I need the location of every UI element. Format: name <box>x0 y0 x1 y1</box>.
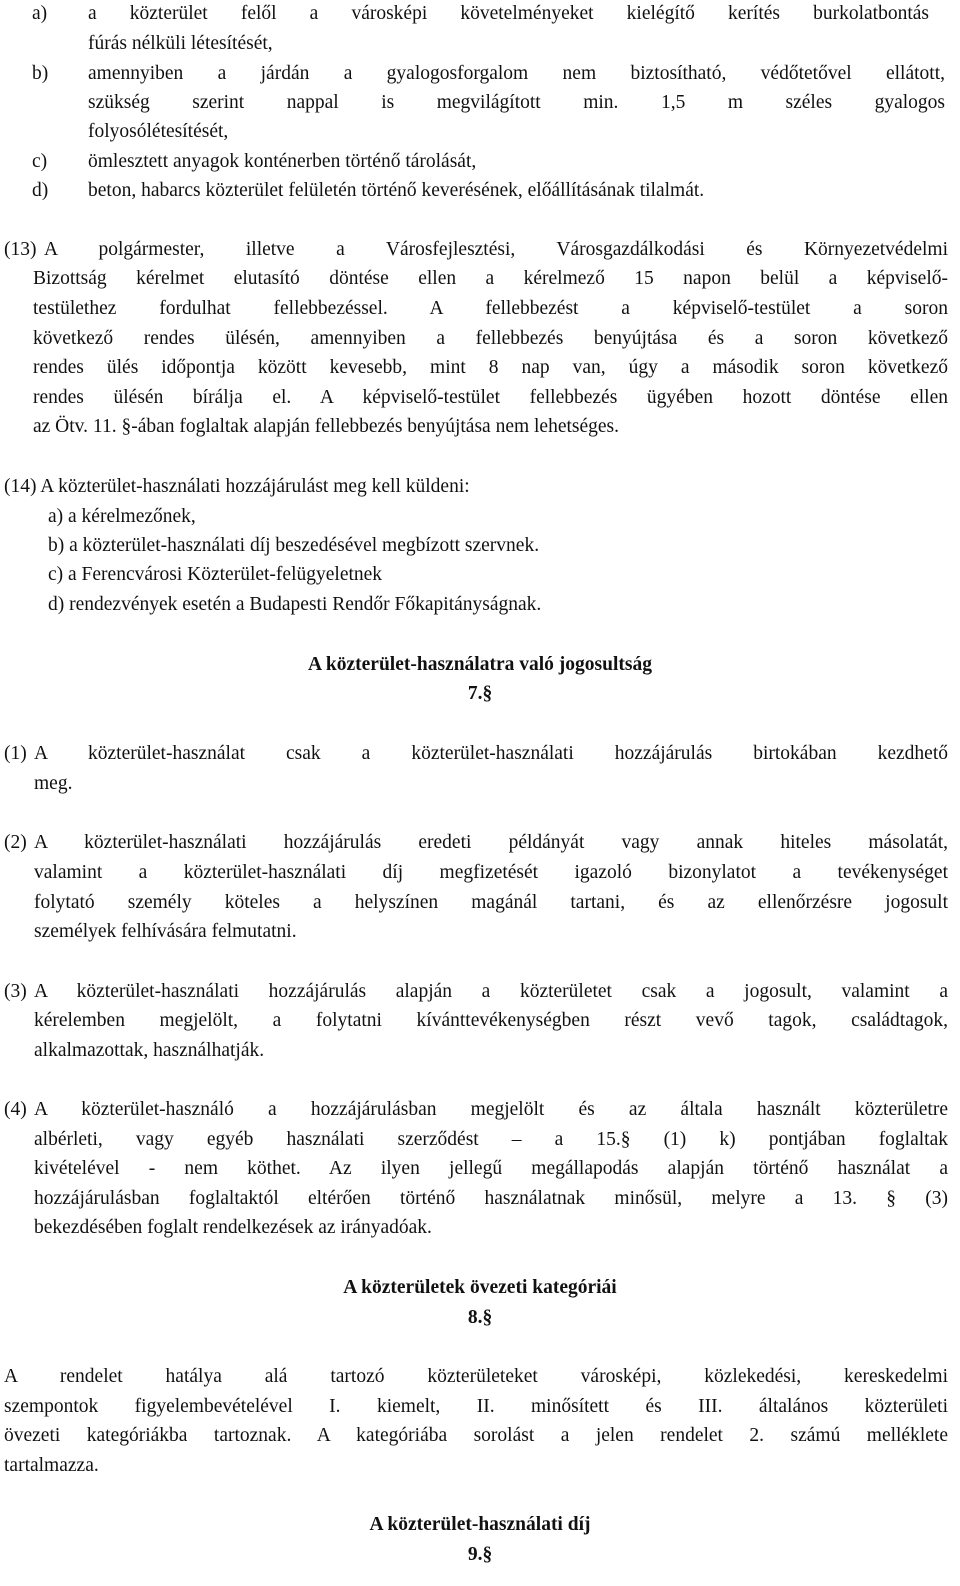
list-item-text: folyosólétesítését, <box>88 121 229 142</box>
section-7-paragraph-2-line-1 <box>0 829 960 857</box>
paragraph-text: kérelemben megjelölt, a folytatni kívánttevékenységben részt vevő tagok, családtagok, <box>34 1010 948 1031</box>
paragraph-14-intro <box>0 473 960 501</box>
paragraph-13-line-4 <box>0 325 960 353</box>
paragraph-13-line-6 <box>0 384 960 412</box>
paragraph-text: tartalmazza. <box>4 1455 99 1476</box>
section-7-paragraph-4-line-5 <box>0 1214 960 1242</box>
paragraph-text: A közterület-használat csak a közterület-használati hozzájárulás birtokában kezdhető <box>34 743 948 764</box>
paragraph-13-line-1 <box>0 236 960 264</box>
paragraph-text: kivételével - nem köthet. Az ilyen jellegű megállapodás alapján történő használat a <box>34 1158 948 1179</box>
list-item-a-line-1 <box>0 0 960 28</box>
section-8-text-line-2 <box>0 1393 960 1421</box>
section-7-paragraph-4-line-3 <box>0 1155 960 1183</box>
list-item-a-line-2 <box>0 30 960 58</box>
paragraph-14-item-d <box>0 591 960 619</box>
paragraph-text: Bizottság kérelmet elutasító döntése ellen a kérelmező 15 napon belül a képviselő- <box>33 268 948 289</box>
section-7-paragraph-2-line-4 <box>0 918 960 946</box>
section-9-title: A közterület-használati díj <box>369 1514 591 1535</box>
paragraph-14-item-b <box>0 532 960 560</box>
paragraph-text: A polgármester, illetve a Városfejlesztési, Városgazdálkodási és Környezetvédelmi <box>44 239 948 260</box>
section-7-paragraph-1-line-2 <box>0 770 960 798</box>
paragraph-text: (14) A közterület-használati hozzájárulást meg kell küldeni: <box>4 476 470 497</box>
section-7-number: 7.§ <box>467 683 493 704</box>
paragraph-text: A közterület-használati hozzájárulás alapján a közterületet csak a jogosult, valamint a <box>34 981 948 1002</box>
list-item-text: b) a közterület-használati díj beszedésével megbízott szervnek. <box>48 535 540 556</box>
section-7-title: A közterület-használatra való jogosultság <box>308 654 652 675</box>
list-item-b-line-2 <box>0 89 960 117</box>
paragraph-text: valamint a közterület-használati díj megfizetését igazoló bizonylatot a tevékenységet <box>34 862 948 883</box>
paragraph-text: övezeti kategóriákba tartoznak. A kategóriába sorolást a jelen rendelet 2. számú melléklete <box>4 1425 948 1446</box>
paragraph-13-line-3 <box>0 295 960 323</box>
list-item-c <box>0 148 960 176</box>
paragraph-text: testülethez fordulhat fellebbezéssel. A fellebbezést a képviselő-testület a soron <box>33 298 948 319</box>
paragraph-label: (13) <box>4 239 37 260</box>
section-8-text-line-3 <box>0 1422 960 1450</box>
paragraph-label: (1) <box>4 743 27 764</box>
section-8-title: A közterületek övezeti kategóriái <box>343 1277 617 1298</box>
paragraph-label: (2) <box>4 832 27 853</box>
list-item-text: szükség szerint nappal is megvilágított min. 1,5 m széles gyalogos <box>88 92 945 113</box>
section-7-paragraph-2-line-3 <box>0 889 960 917</box>
list-item-text: beton, habarcs közterület felületén történő keverésének, előállításának tilalmát. <box>88 180 705 201</box>
section-7-paragraph-4-line-1 <box>0 1096 960 1124</box>
paragraph-text: bekezdésében foglalt rendelkezések az irányadóak. <box>34 1217 432 1238</box>
paragraph-text: A rendelet hatálya alá tartozó közterületeket városképi, közlekedési, kereskedelmi <box>4 1366 948 1387</box>
list-item-text: amennyiben a járdán a gyalogosforgalom nem biztosítható, védőtetővel ellátott, <box>88 63 945 84</box>
paragraph-text: szempontok figyelembevételével I. kiemelt, II. minősített és III. általános közterületi <box>4 1396 948 1417</box>
section-8-number: 8.§ <box>467 1307 493 1328</box>
section-7-paragraph-2-line-2 <box>0 859 960 887</box>
list-item-d <box>0 177 960 205</box>
paragraph-text: hozzájárulásban foglaltaktól eltérően történő használatnak minősül, melyre a 13. § (3) <box>34 1188 948 1209</box>
paragraph-14-item-a <box>0 503 960 531</box>
paragraph-text: rendes ülésén bírálja el. A képviselő-testület fellebbezés ügyében hozott döntése ellen <box>33 387 948 408</box>
paragraph-14-item-c <box>0 561 960 589</box>
list-item-label: a) <box>32 3 48 24</box>
paragraph-13-line-5 <box>0 354 960 382</box>
list-item-text: d) rendezvények esetén a Budapesti Rendőr Főkapitányságnak. <box>48 594 542 615</box>
paragraph-text: meg. <box>34 773 73 794</box>
paragraph-text: személyek felhívására felmutatni. <box>34 921 297 942</box>
paragraph-text: A közterület-használati hozzájárulás eredeti példányát vagy annak hiteles másolatát, <box>34 832 948 853</box>
paragraph-text: alkalmazottak, használhatják. <box>34 1040 265 1061</box>
paragraph-label: (4) <box>4 1099 27 1120</box>
list-item-text: a) a kérelmezőnek, <box>48 506 196 527</box>
paragraph-text: az Ötv. 11. §-ában foglaltak alapján fellebbezés benyújtása nem lehetséges. <box>33 416 620 437</box>
section-8-text-line-4 <box>0 1452 960 1480</box>
list-item-b-line-1 <box>0 60 960 88</box>
list-item-label: b) <box>32 63 49 84</box>
list-item-label: c) <box>32 151 48 172</box>
paragraph-13-line-2 <box>0 265 960 293</box>
list-item-text: fúrás nélküli létesítését, <box>88 33 273 54</box>
section-9-number: 9.§ <box>467 1544 493 1565</box>
section-7-paragraph-1-line-1 <box>0 740 960 768</box>
paragraph-text: albérleti, vagy egyéb használati szerződést – a 15.§ (1) k) pontjában foglaltak <box>34 1129 948 1150</box>
paragraph-13-line-7 <box>0 413 960 441</box>
section-7-paragraph-3-line-3 <box>0 1037 960 1065</box>
list-item-b-line-3 <box>0 118 960 146</box>
paragraph-text: folytató személy köteles a helyszínen magánál tartani, és az ellenőrzésre jogosult <box>34 892 948 913</box>
section-7-paragraph-3-line-2 <box>0 1007 960 1035</box>
list-item-label: d) <box>32 180 49 201</box>
section-7-paragraph-3-line-1 <box>0 978 960 1006</box>
list-item-text: ömlesztett anyagok konténerben történő tárolását, <box>88 151 477 172</box>
list-item-text: c) a Ferencvárosi Közterület-felügyeletnek <box>48 564 383 585</box>
section-7-paragraph-4-line-2 <box>0 1126 960 1154</box>
section-8-text-line-1 <box>0 1363 960 1391</box>
paragraph-text: következő rendes ülésén, amennyiben a fellebbezés benyújtása és a soron következő <box>33 328 948 349</box>
section-7-paragraph-4-line-4 <box>0 1185 960 1213</box>
paragraph-text: A közterület-használó a hozzájárulásban megjelölt és az általa használt közterületre <box>34 1099 948 1120</box>
paragraph-text: rendes ülés időpontja között kevesebb, mint 8 nap van, úgy a második soron következő <box>33 357 948 378</box>
paragraph-label: (3) <box>4 981 27 1002</box>
list-item-text: a közterület felől a városképi követelményeket kielégítő kerítés burkolatbontás <box>88 3 929 24</box>
